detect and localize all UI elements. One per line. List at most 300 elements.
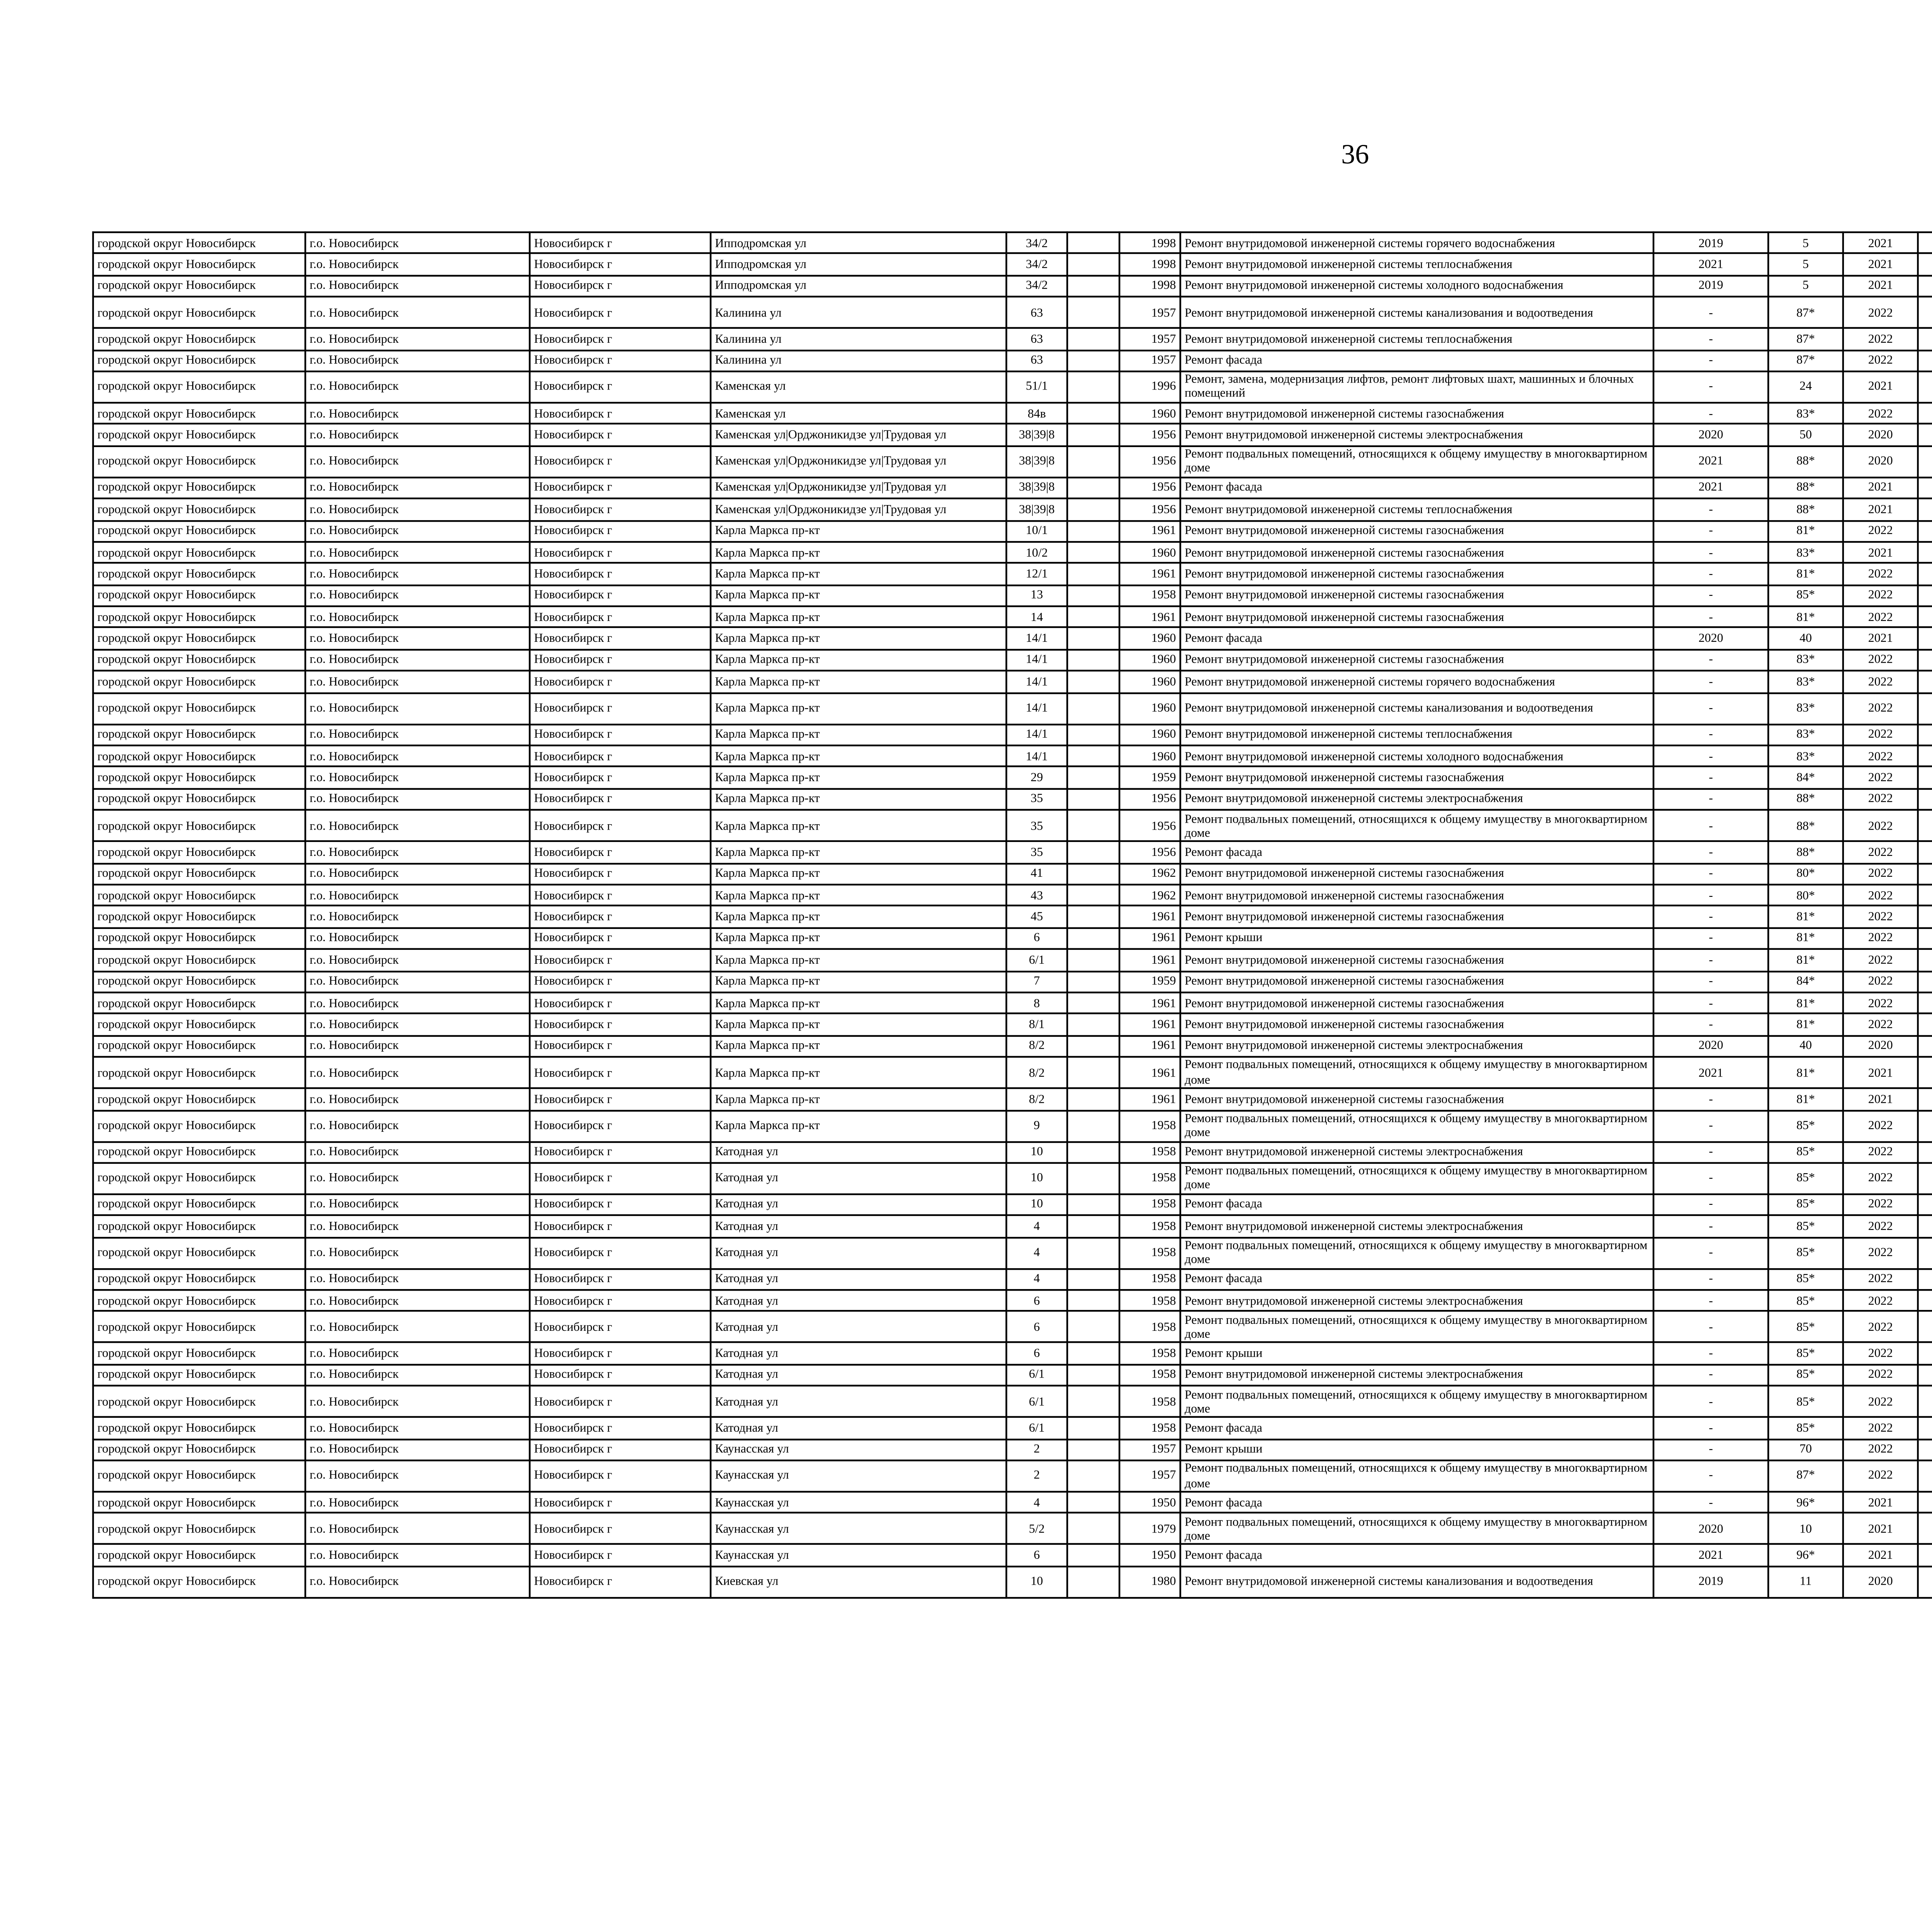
cell-street: Карла Маркса пр-кт [711, 906, 1006, 928]
cell-survey-year: 2020 [1653, 1513, 1768, 1544]
cell-district: г.о. Новосибирск [305, 949, 530, 971]
cell-wear-percent: 83* [1768, 403, 1843, 424]
cell-end-year [1918, 928, 1932, 949]
cell-house-number: 14/1 [1006, 745, 1067, 767]
cell-build-year: 1956 [1119, 498, 1180, 520]
cell-wear-percent: 5 [1768, 276, 1843, 297]
cell-build-year: 1956 [1119, 789, 1180, 810]
cell-street: Каунасская ул [711, 1544, 1006, 1566]
cell-street: Каменская ул|Орджоникидзе ул|Трудовая ул [711, 446, 1006, 477]
cell-district: г.о. Новосибирск [305, 1269, 530, 1290]
cell-wear-percent: 83* [1768, 692, 1843, 724]
cell-survey-year: 2021 [1653, 1544, 1768, 1566]
cell-street: Каунасская ул [711, 1460, 1006, 1492]
cell-district: г.о. Новосибирск [305, 1566, 530, 1597]
cell-settlement: Новосибирск г [530, 1269, 711, 1290]
cell-building [1067, 928, 1119, 949]
cell-build-year: 1961 [1119, 1057, 1180, 1088]
cell-house-number: 14/1 [1006, 650, 1067, 671]
table-row [93, 477, 1932, 499]
cell-end-year [1918, 863, 1932, 885]
cell-survey-year: - [1653, 842, 1768, 863]
cell-start-year: 2021 [1843, 254, 1918, 276]
cell-street: Катодная ул [711, 1290, 1006, 1312]
cell-house-number: 38|39|8 [1006, 477, 1067, 499]
cell-municipality: городской округ Новосибирск [93, 1460, 305, 1492]
cell-end-year [1918, 446, 1932, 477]
table-row [93, 232, 1932, 254]
cell-survey-year: - [1653, 1460, 1768, 1492]
cell-start-year: 2022 [1843, 520, 1918, 542]
cell-survey-year: - [1653, 885, 1768, 906]
cell-municipality: городской округ Новосибирск [93, 477, 305, 499]
cell-survey-year: - [1653, 1216, 1768, 1237]
cell-survey-year: - [1653, 1364, 1768, 1386]
cell-wear-percent: 85* [1768, 585, 1843, 607]
cell-building [1067, 1386, 1119, 1417]
cell-settlement: Новосибирск г [530, 328, 711, 350]
cell-work-type: Ремонт внутридомовой инженерной системы газоснабжения [1180, 906, 1654, 928]
cell-work-type: Ремонт внутридомовой инженерной системы электроснабжения [1180, 1141, 1654, 1163]
table-row [93, 1290, 1932, 1312]
cell-work-type: Ремонт внутридомовой инженерной системы канализования и водоотведения [1180, 297, 1654, 328]
cell-house-number: 13 [1006, 585, 1067, 607]
cell-district: г.о. Новосибирск [305, 424, 530, 446]
cell-end-year [1918, 628, 1932, 650]
cell-building [1067, 1110, 1119, 1141]
cell-settlement: Новосибирск г [530, 724, 711, 745]
cell-municipality: городской округ Новосибирск [93, 1343, 305, 1364]
cell-build-year: 1957 [1119, 297, 1180, 328]
table-row [93, 1163, 1932, 1194]
cell-house-number: 10/1 [1006, 520, 1067, 542]
cell-survey-year: - [1653, 328, 1768, 350]
cell-build-year: 1962 [1119, 863, 1180, 885]
cell-survey-year: - [1653, 650, 1768, 671]
cell-house-number: 4 [1006, 1492, 1067, 1514]
cell-street: Карла Маркса пр-кт [711, 606, 1006, 628]
cell-end-year [1918, 842, 1932, 863]
cell-end-year [1918, 949, 1932, 971]
cell-street: Карла Маркса пр-кт [711, 767, 1006, 789]
table-row [93, 1141, 1932, 1163]
cell-settlement: Новосибирск г [530, 810, 711, 842]
cell-settlement: Новосибирск г [530, 1417, 711, 1439]
cell-wear-percent: 80* [1768, 885, 1843, 906]
cell-street: Карла Маркса пр-кт [711, 863, 1006, 885]
cell-municipality: городской округ Новосибирск [93, 254, 305, 276]
cell-work-type: Ремонт внутридомовой инженерной системы газоснабжения [1180, 563, 1654, 585]
cell-street: Карла Маркса пр-кт [711, 1036, 1006, 1057]
cell-building [1067, 1036, 1119, 1057]
cell-settlement: Новосибирск г [530, 971, 711, 992]
cell-build-year: 1959 [1119, 767, 1180, 789]
cell-municipality: городской округ Новосибирск [93, 949, 305, 971]
cell-survey-year: - [1653, 585, 1768, 607]
cell-end-year [1918, 1088, 1932, 1110]
cell-work-type: Ремонт внутридомовой инженерной системы канализования и водоотведения [1180, 1566, 1654, 1597]
cell-settlement: Новосибирск г [530, 992, 711, 1014]
cell-start-year: 2022 [1843, 810, 1918, 842]
cell-street: Каменская ул|Орджоникидзе ул|Трудовая ул [711, 477, 1006, 499]
cell-settlement: Новосибирск г [530, 1163, 711, 1194]
cell-survey-year: 2020 [1653, 1036, 1768, 1057]
cell-district: г.о. Новосибирск [305, 1492, 530, 1514]
cell-building [1067, 863, 1119, 885]
cell-settlement: Новосибирск г [530, 1110, 711, 1141]
cell-district: г.о. Новосибирск [305, 446, 530, 477]
cell-end-year [1918, 328, 1932, 350]
cell-survey-year: 2021 [1653, 446, 1768, 477]
cell-settlement: Новосибирск г [530, 1439, 711, 1461]
cell-municipality: городской округ Новосибирск [93, 1110, 305, 1141]
cell-survey-year: - [1653, 1194, 1768, 1216]
cell-settlement: Новосибирск г [530, 692, 711, 724]
cell-wear-percent: 80* [1768, 863, 1843, 885]
cell-house-number: 2 [1006, 1439, 1067, 1461]
cell-street: Карла Маркса пр-кт [711, 885, 1006, 906]
cell-municipality: городской округ Новосибирск [93, 1014, 305, 1036]
cell-end-year [1918, 1544, 1932, 1566]
cell-building [1067, 1237, 1119, 1269]
cell-building [1067, 371, 1119, 403]
cell-survey-year: - [1653, 789, 1768, 810]
cell-work-type: Ремонт внутридомовой инженерной системы теплоснабжения [1180, 724, 1654, 745]
cell-wear-percent: 83* [1768, 650, 1843, 671]
cell-end-year [1918, 1386, 1932, 1417]
cell-build-year: 1961 [1119, 992, 1180, 1014]
cell-street: Карла Маркса пр-кт [711, 789, 1006, 810]
cell-survey-year: - [1653, 606, 1768, 628]
cell-district: г.о. Новосибирск [305, 498, 530, 520]
cell-end-year [1918, 276, 1932, 297]
table-row [93, 1386, 1932, 1417]
table-row [93, 1566, 1932, 1597]
cell-house-number: 6/1 [1006, 1364, 1067, 1386]
cell-municipality: городской округ Новосибирск [93, 371, 305, 403]
table-row [93, 628, 1932, 650]
cell-street: Катодная ул [711, 1141, 1006, 1163]
cell-end-year [1918, 477, 1932, 499]
cell-end-year [1918, 1014, 1932, 1036]
cell-district: г.о. Новосибирск [305, 810, 530, 842]
cell-district: г.о. Новосибирск [305, 628, 530, 650]
cell-survey-year: - [1653, 724, 1768, 745]
cell-survey-year: - [1653, 520, 1768, 542]
cell-street: Карла Маркса пр-кт [711, 542, 1006, 563]
table-row [93, 767, 1932, 789]
cell-district: г.о. Новосибирск [305, 1311, 530, 1343]
cell-wear-percent: 70 [1768, 1439, 1843, 1461]
cell-end-year [1918, 520, 1932, 542]
cell-end-year [1918, 971, 1932, 992]
cell-house-number: 6 [1006, 928, 1067, 949]
cell-district: г.о. Новосибирск [305, 1417, 530, 1439]
cell-survey-year: - [1653, 1417, 1768, 1439]
cell-wear-percent: 88* [1768, 477, 1843, 499]
repair-registry-table [92, 231, 1932, 1599]
cell-district: г.о. Новосибирск [305, 842, 530, 863]
cell-settlement: Новосибирск г [530, 1311, 711, 1343]
cell-street: Калинина ул [711, 350, 1006, 371]
cell-house-number: 4 [1006, 1237, 1067, 1269]
cell-survey-year: - [1653, 1290, 1768, 1312]
table-row [93, 1460, 1932, 1492]
cell-district: г.о. Новосибирск [305, 276, 530, 297]
cell-end-year [1918, 563, 1932, 585]
cell-house-number: 10/2 [1006, 542, 1067, 563]
cell-work-type: Ремонт крыши [1180, 928, 1654, 949]
cell-survey-year: - [1653, 692, 1768, 724]
cell-work-type: Ремонт фасада [1180, 1194, 1654, 1216]
cell-wear-percent: 85* [1768, 1110, 1843, 1141]
cell-start-year: 2022 [1843, 1364, 1918, 1386]
cell-survey-year: - [1653, 1110, 1768, 1141]
cell-survey-year: - [1653, 1088, 1768, 1110]
table-row [93, 520, 1932, 542]
cell-end-year [1918, 1566, 1932, 1597]
cell-house-number: 6 [1006, 1290, 1067, 1312]
cell-house-number: 10 [1006, 1163, 1067, 1194]
cell-municipality: городской округ Новосибирск [93, 446, 305, 477]
cell-wear-percent: 40 [1768, 1036, 1843, 1057]
cell-street: Карла Маркса пр-кт [711, 971, 1006, 992]
table-row [93, 928, 1932, 949]
table-row [93, 1513, 1932, 1544]
cell-street: Карла Маркса пр-кт [711, 520, 1006, 542]
cell-building [1067, 650, 1119, 671]
cell-district: г.о. Новосибирск [305, 1141, 530, 1163]
cell-building [1067, 671, 1119, 693]
cell-start-year: 2021 [1843, 542, 1918, 563]
cell-house-number: 12/1 [1006, 563, 1067, 585]
cell-build-year: 1961 [1119, 606, 1180, 628]
cell-build-year: 1958 [1119, 1364, 1180, 1386]
cell-end-year [1918, 403, 1932, 424]
table-row [93, 789, 1932, 810]
cell-street: Карла Маркса пр-кт [711, 1057, 1006, 1088]
cell-house-number: 51/1 [1006, 371, 1067, 403]
cell-district: г.о. Новосибирск [305, 885, 530, 906]
cell-settlement: Новосибирск г [530, 1544, 711, 1566]
cell-house-number: 6 [1006, 1544, 1067, 1566]
cell-municipality: городской округ Новосибирск [93, 745, 305, 767]
cell-building [1067, 1057, 1119, 1088]
cell-end-year [1918, 1460, 1932, 1492]
cell-settlement: Новосибирск г [530, 1237, 711, 1269]
cell-build-year: 1996 [1119, 371, 1180, 403]
cell-start-year: 2021 [1843, 477, 1918, 499]
cell-street: Карла Маркса пр-кт [711, 1110, 1006, 1141]
table-row [93, 1237, 1932, 1269]
cell-work-type: Ремонт фасада [1180, 1269, 1654, 1290]
cell-work-type: Ремонт внутридомовой инженерной системы газоснабжения [1180, 885, 1654, 906]
cell-building [1067, 563, 1119, 585]
cell-street: Катодная ул [711, 1269, 1006, 1290]
cell-start-year: 2021 [1843, 628, 1918, 650]
cell-settlement: Новосибирск г [530, 906, 711, 928]
cell-end-year [1918, 371, 1932, 403]
cell-house-number: 10 [1006, 1566, 1067, 1597]
cell-house-number: 5/2 [1006, 1513, 1067, 1544]
cell-building [1067, 767, 1119, 789]
table-row [93, 254, 1932, 276]
cell-survey-year: 2020 [1653, 424, 1768, 446]
cell-start-year: 2022 [1843, 650, 1918, 671]
cell-building [1067, 1343, 1119, 1364]
cell-survey-year: - [1653, 542, 1768, 563]
cell-end-year [1918, 1311, 1932, 1343]
table-row [93, 1417, 1932, 1439]
cell-wear-percent: 81* [1768, 606, 1843, 628]
cell-build-year: 1958 [1119, 585, 1180, 607]
cell-end-year [1918, 606, 1932, 628]
cell-municipality: городской округ Новосибирск [93, 842, 305, 863]
cell-district: г.о. Новосибирск [305, 1513, 530, 1544]
cell-build-year: 1961 [1119, 1036, 1180, 1057]
cell-district: г.о. Новосибирск [305, 1290, 530, 1312]
cell-build-year: 1962 [1119, 885, 1180, 906]
cell-wear-percent: 88* [1768, 446, 1843, 477]
cell-work-type: Ремонт внутридомовой инженерной системы электроснабжения [1180, 1216, 1654, 1237]
cell-building [1067, 477, 1119, 499]
cell-start-year: 2021 [1843, 1088, 1918, 1110]
cell-settlement: Новосибирск г [530, 789, 711, 810]
cell-start-year: 2022 [1843, 1290, 1918, 1312]
cell-settlement: Новосибирск г [530, 446, 711, 477]
table-row [93, 498, 1932, 520]
cell-wear-percent: 81* [1768, 992, 1843, 1014]
cell-build-year: 1950 [1119, 1492, 1180, 1514]
cell-end-year [1918, 650, 1932, 671]
cell-work-type: Ремонт внутридомовой инженерной системы электроснабжения [1180, 789, 1654, 810]
cell-street: Катодная ул [711, 1237, 1006, 1269]
cell-start-year: 2022 [1843, 403, 1918, 424]
cell-build-year: 1957 [1119, 328, 1180, 350]
cell-work-type: Ремонт внутридомовой инженерной системы холодного водоснабжения [1180, 276, 1654, 297]
page-number: 36 [1341, 141, 1369, 171]
table-row [93, 371, 1932, 403]
cell-municipality: городской округ Новосибирск [93, 767, 305, 789]
cell-wear-percent: 85* [1768, 1364, 1843, 1386]
cell-municipality: городской округ Новосибирск [93, 563, 305, 585]
cell-building [1067, 906, 1119, 928]
cell-build-year: 1961 [1119, 520, 1180, 542]
cell-end-year [1918, 692, 1932, 724]
cell-building [1067, 585, 1119, 607]
cell-street: Каменская ул [711, 403, 1006, 424]
cell-end-year [1918, 1194, 1932, 1216]
cell-street: Карла Маркса пр-кт [711, 842, 1006, 863]
cell-building [1067, 403, 1119, 424]
cell-building [1067, 1460, 1119, 1492]
table-row [93, 1364, 1932, 1386]
cell-district: г.о. Новосибирск [305, 863, 530, 885]
cell-district: г.о. Новосибирск [305, 232, 530, 254]
cell-survey-year: 2020 [1653, 628, 1768, 650]
cell-end-year [1918, 745, 1932, 767]
cell-district: г.о. Новосибирск [305, 297, 530, 328]
cell-survey-year: 2021 [1653, 477, 1768, 499]
cell-street: Карла Маркса пр-кт [711, 992, 1006, 1014]
cell-wear-percent: 81* [1768, 1088, 1843, 1110]
cell-build-year: 1961 [1119, 906, 1180, 928]
cell-work-type: Ремонт внутридомовой инженерной системы газоснабжения [1180, 606, 1654, 628]
cell-survey-year: - [1653, 1311, 1768, 1343]
cell-municipality: городской округ Новосибирск [93, 810, 305, 842]
cell-house-number: 4 [1006, 1269, 1067, 1290]
cell-building [1067, 1439, 1119, 1461]
cell-work-type: Ремонт фасада [1180, 350, 1654, 371]
cell-settlement: Новосибирск г [530, 606, 711, 628]
cell-work-type: Ремонт фасада [1180, 1492, 1654, 1514]
cell-municipality: городской округ Новосибирск [93, 628, 305, 650]
cell-building [1067, 1544, 1119, 1566]
cell-end-year [1918, 767, 1932, 789]
cell-district: г.о. Новосибирск [305, 1460, 530, 1492]
cell-build-year: 1956 [1119, 810, 1180, 842]
cell-building [1067, 810, 1119, 842]
cell-build-year: 1980 [1119, 1566, 1180, 1597]
cell-start-year: 2021 [1843, 498, 1918, 520]
cell-building [1067, 520, 1119, 542]
cell-work-type: Ремонт внутридомовой инженерной системы электроснабжения [1180, 424, 1654, 446]
cell-wear-percent: 5 [1768, 254, 1843, 276]
cell-municipality: городской округ Новосибирск [93, 542, 305, 563]
cell-house-number: 10 [1006, 1194, 1067, 1216]
cell-start-year: 2022 [1843, 1163, 1918, 1194]
cell-street: Карла Маркса пр-кт [711, 745, 1006, 767]
cell-survey-year: - [1653, 1386, 1768, 1417]
cell-end-year [1918, 1290, 1932, 1312]
cell-wear-percent: 88* [1768, 789, 1843, 810]
cell-house-number: 6/1 [1006, 1386, 1067, 1417]
cell-end-year [1918, 498, 1932, 520]
table-row [93, 724, 1932, 745]
cell-wear-percent: 87* [1768, 350, 1843, 371]
cell-wear-percent: 81* [1768, 563, 1843, 585]
cell-district: г.о. Новосибирск [305, 928, 530, 949]
cell-start-year: 2022 [1843, 992, 1918, 1014]
cell-building [1067, 328, 1119, 350]
cell-wear-percent: 84* [1768, 971, 1843, 992]
cell-survey-year: - [1653, 863, 1768, 885]
cell-house-number: 14/1 [1006, 671, 1067, 693]
cell-district: г.о. Новосибирск [305, 1237, 530, 1269]
cell-district: г.о. Новосибирск [305, 1057, 530, 1088]
cell-start-year: 2020 [1843, 1566, 1918, 1597]
table-row [93, 297, 1932, 328]
cell-district: г.о. Новосибирск [305, 606, 530, 628]
cell-survey-year: - [1653, 1492, 1768, 1514]
cell-survey-year: - [1653, 350, 1768, 371]
cell-survey-year: - [1653, 810, 1768, 842]
cell-house-number: 6/1 [1006, 949, 1067, 971]
cell-work-type: Ремонт подвальных помещений, относящихся к общему имуществу в многоквартирном доме [1180, 1386, 1654, 1417]
cell-survey-year: - [1653, 1343, 1768, 1364]
cell-street: Катодная ул [711, 1216, 1006, 1237]
cell-wear-percent: 85* [1768, 1141, 1843, 1163]
cell-building [1067, 232, 1119, 254]
cell-wear-percent: 40 [1768, 628, 1843, 650]
cell-start-year: 2022 [1843, 1216, 1918, 1237]
cell-start-year: 2022 [1843, 585, 1918, 607]
table-row [93, 1216, 1932, 1237]
cell-house-number: 38|39|8 [1006, 446, 1067, 477]
table-row [93, 1544, 1932, 1566]
cell-building [1067, 992, 1119, 1014]
cell-settlement: Новосибирск г [530, 297, 711, 328]
